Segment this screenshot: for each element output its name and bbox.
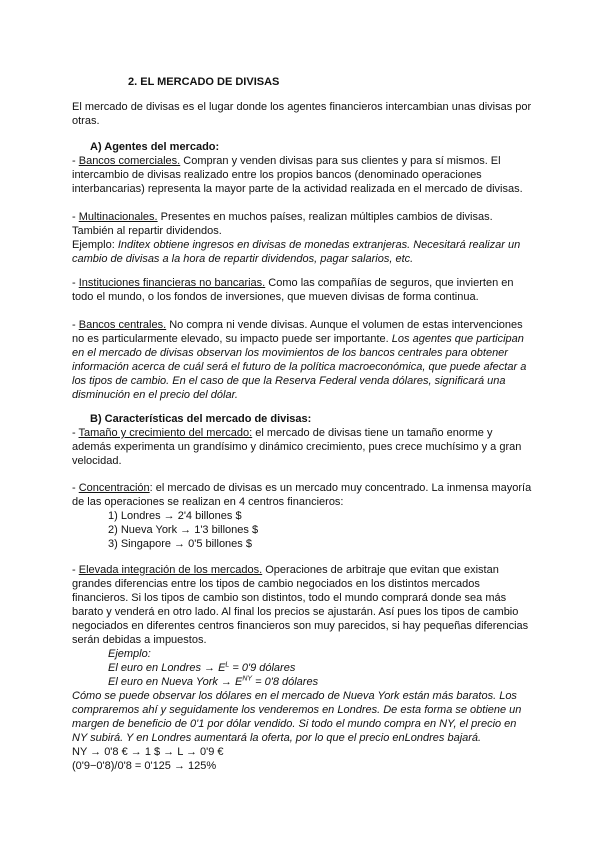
text-integracion: Operaciones de arbitraje que evitan que existan grandes diferencias entre los tipos de cambio negociados en los distintos mercados financieros. Si los tipos de cambio son distintos, todo el mundo comprará donde sea más barato y venderá en otro lado. Al final los precios se ajustarán. Así pues los tipos de cambio negociados en diferentes centros financieros son muy parecidos, si hay pequeñas diferencias serán debidas a impuestos. xyxy=(72,564,529,646)
intro-paragraph xyxy=(72,100,532,128)
term-bancos-comerciales: Bancos comerciales. xyxy=(78,155,181,167)
page-title: 2. EL MERCADO DE DIVISAS xyxy=(128,76,280,88)
formula-percentage: (0'9−0'8)/0'8 = 0'125 → 125% xyxy=(72,760,217,772)
list-item: 2) Nueva York → 1'3 billones $ xyxy=(108,524,259,536)
section-a-heading: A) Agentes del mercado: xyxy=(90,141,220,153)
section-b xyxy=(72,412,532,468)
term-multinacionales: Multinacionales. xyxy=(78,211,158,223)
intro-text: El mercado de divisas es el lugar donde los agentes financieros intercambian unas divisas por otras. xyxy=(72,101,532,127)
italic-bancos-centrales: Los agentes que participan en el mercado de divisas observan los movimientos de los bancos centrales para obtener información acerca de cuál será el futuro de la política macroeconómica, que puede afectar a los tipos de cambio. En el caso de que la Reserva Federal venda dólares, significará una disminución en el precio del dólar. xyxy=(72,333,527,401)
term-instituciones: Instituciones financieras no bancarias. xyxy=(78,277,266,289)
arbitrage-explanation: Cómo se puede observar los dólares en el mercado de Nueva York están más baratos. Los compraremos ahí y seguidamente los venderemos en Londres. De esta forma se obtiene un margen de beneficio de 0'1 por dólar vendido. Si todo el mundo compra en NY, el precio en NY subirá. Y en Londres aumentará la oferta, por lo que el precio enLondres bajará. xyxy=(72,690,522,744)
text-tamano: el mercado de divisas tiene un tamaño enorme y además experimenta un grandísimo y dinámico crecimiento, pues crece muchísimo y a gran velocidad. xyxy=(72,427,522,467)
text-instituciones: Como las compañías de seguros, que invierten en todo el mundo, o los fondos de inversiones, que mueven divisas de forma continua. xyxy=(72,277,514,303)
paragraph-bancos-comerciales: - Bancos comerciales. Compran y venden divisas para sus clientes y para sí mismos. El intercambio de divisas realizado entre los propios bancos (denominado operaciones interbancarias) representa la mayor parte de la actividad realizada en el mercado de divisas. xyxy=(72,155,523,195)
list-item: 3) Singapore → 0'5 billones $ xyxy=(108,538,252,550)
paragraph-multinacionales: - Multinacionales. Presentes en muchos países, realizan múltiples cambios de divisas. También al repartir dividendos. Ejemplo: Inditex obtiene ingresos en divisas de monedas extranjeras. Necesitará realizar un cambio de divisas a la hora de repartir dividendos, pagar salarios, etc. xyxy=(72,211,521,265)
formula-ny: NY → 0'8 € → 1 $ → L → 0'9 € xyxy=(72,746,224,758)
paragraph-integracion: - Elevada integración de los mercados. Operaciones de arbitraje que evitan que existan grandes diferencias entre los tipos de cambio negociados en los distintos mercados financieros. Si los tipos de cambio son distintos, todo el mundo comprará donde sea más barato y venderá en otro lado. Al final los precios se ajustarán. Así pues los tipos de cambio negociados en diferentes centros financieros son muy parecidos, si hay pequeñas diferencias serán debidas a impuestos. Ejemplo: El euro en Londres → $E^L = 0'9$ dólares El euro en Nueva York → $E^{NY} = 0'8$ dólares Cómo se puede observar los dólares en el mercado de Nueva York están más baratos. Los compraremos ahí y seguidamente los venderemos en Londres. De esta forma se obtiene un margen de beneficio de 0'1 por dólar vendido. Si todo el mundo compra en NY, el precio en NY subirá. Y en Londres aumentará la oferta, por lo que el precio enLondres bajará. NY → 0'8 € → 1 $ → L → 0'9 € (0'9−0'8)/0'8 = 0'125 → 125% xyxy=(72,563,532,773)
example-newyork: El euro en Nueva York → $E^{NY} = 0'8$ dólares xyxy=(108,675,319,688)
paragraph-bancos-centrales: - Bancos centrales. No compra ni vende divisas. Aunque el volumen de estas intervenciones no es particularmente elevado, su impacto puede ser importante. Los agentes que participan en el mercado de divisas observan los movimientos de los bancos centrales para obtener información acerca de cuál será el futuro de la política macroeconómica, que puede afectar a los tipos de cambio. En el caso de que la Reserva Federal venda dólares, significará una disminución en el precio del dólar. xyxy=(72,319,527,401)
example-inditex: Inditex obtiene ingresos en divisas de monedas extranjeras. Necesitará realizar un cambio de divisas a la hora de repartir dividendos, pagar salarios, etc. xyxy=(72,239,521,265)
list-item: 1) Londres → 2'4 billones $ xyxy=(108,510,242,522)
paragraph-instituciones: - Instituciones financieras no bancarias. Como las compañías de seguros, que invierten en todo el mundo, o los fondos de inversiones, que mueven divisas de forma continua. xyxy=(72,277,514,303)
section-b-heading: B) Características del mercado de divisas: xyxy=(90,413,312,425)
term-bancos-centrales: Bancos centrales. xyxy=(78,319,167,331)
text-bancos-centrales: No compra ni vende divisas. Aunque el volumen de estas intervenciones no es particularmente elevado, su impacto puede ser importante. xyxy=(72,319,523,345)
term-integracion: Elevada integración de los mercados. xyxy=(78,564,263,576)
section-a xyxy=(72,140,532,196)
example-london: El euro en Londres → $E^L = 0'9$ dólares xyxy=(108,661,296,674)
example-label: Ejemplo: xyxy=(108,648,151,660)
term-tamano: Tamaño y crecimiento del mercado: xyxy=(78,427,253,439)
example-label: Ejemplo: xyxy=(72,239,118,251)
term-concentracion: Concentración xyxy=(78,482,150,494)
text-concentracion: : el mercado de divisas es un mercado muy concentrado. La inmensa mayoría de las operaciones se realizan en 4 centros financieros: xyxy=(72,482,532,508)
text-multinacionales: Presentes en muchos países, realizan múltiples cambios de divisas. También al repartir dividendos. xyxy=(72,211,493,237)
paragraph-concentracion: - Concentración: el mercado de divisas es un mercado muy concentrado. La inmensa mayoría de las operaciones se realizan en 4 centros financieros: 1) Londres → 2'4 billones $ 2) Nueva York → 1'3 billones $ 3) Singapore → 0'5 billones $ xyxy=(72,482,532,550)
text-bancos-comerciales: Compran y venden divisas para sus clientes y para sí mismos. El intercambio de divisas realizado entre los propios bancos (denominado operaciones interbancarias) representa la mayor parte de la actividad realizada en el mercado de divisas. xyxy=(72,155,523,195)
paragraph-tamano: - Tamaño y crecimiento del mercado: el mercado de divisas tiene un tamaño enorme y además experimenta un grandísimo y dinámico crecimiento, pues crece muchísimo y a gran velocidad. xyxy=(72,427,522,467)
